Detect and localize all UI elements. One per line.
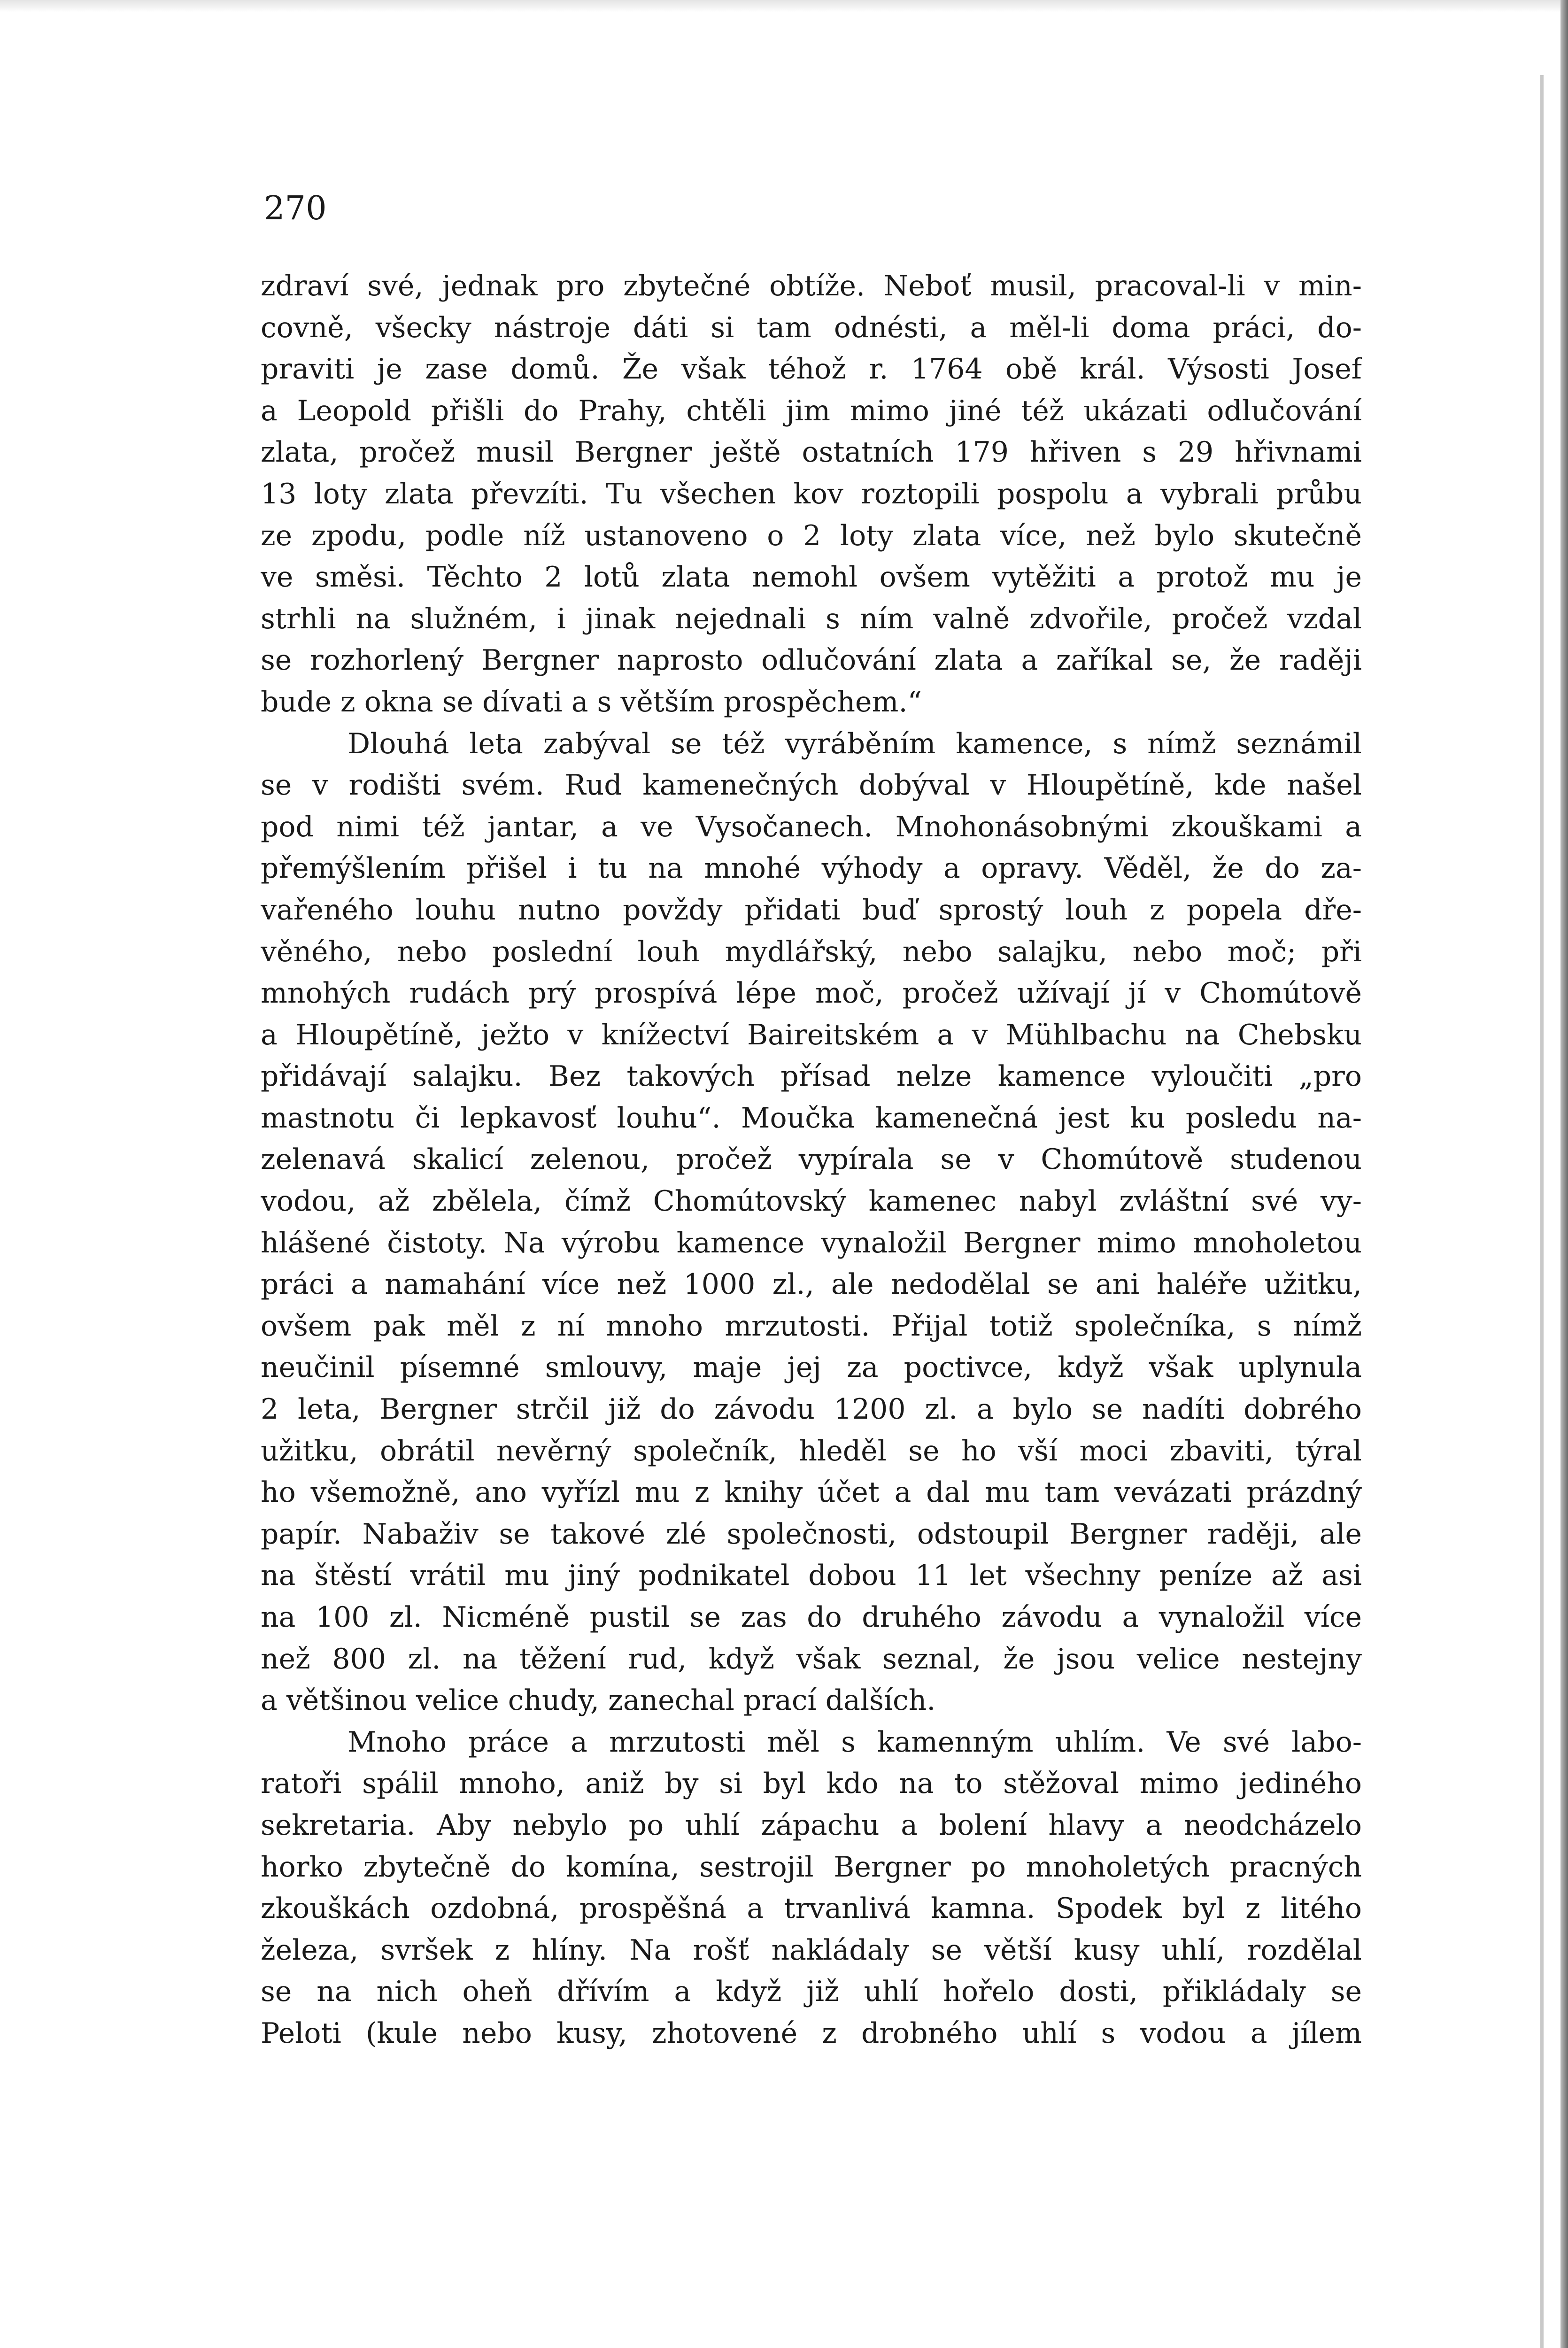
text-line: Mnoho práce a mrzutosti měl s kamenným uhlím. Ve své labo- xyxy=(348,1725,1362,1759)
text-line: zkouškách ozdobná, prospěšná a trvanlivá kamna. Spodek byl z litého xyxy=(261,1892,1362,1925)
paragraph-3 xyxy=(261,1722,1362,2054)
text-line: přidávají salajku. Bez takových přísad nelze kamence vyloučiti „pro xyxy=(261,1060,1362,1093)
text-line: Peloti (kule nebo kusy, zhotovené z drobného uhlí s vodou a jílem xyxy=(261,2016,1362,2050)
text-line: práci a namahání více než 1000 zl., ale nedodělal se ani haléře užitku, xyxy=(261,1268,1362,1301)
paragraph-1 xyxy=(261,265,1362,723)
text-line: vodou, až zbělela, čímž Chomútovský kamenec nabyl zvláštní své vy- xyxy=(261,1185,1362,1218)
text-line: covně, všecky nástroje dáti si tam odnésti, a měl-li doma práci, do- xyxy=(261,311,1362,344)
text-line: strhli na služném, i jinak nejednali s ním valně zdvořile, pročež vzdal xyxy=(261,602,1362,635)
text-line: ve směsi. Těchto 2 lotů zlata nemohl ovšem vytěžiti a protož mu je xyxy=(261,561,1362,594)
text-line: ze zpodu, podle níž ustanoveno o 2 loty zlata více, než bylo skutečně xyxy=(261,519,1362,552)
text-line: se v rodišti svém. Rud kamenečných dobýval v Hloupětíně, kde našel xyxy=(261,769,1362,802)
text-line: neučinil písemné smlouvy, maje jej za poctivce, když však uplynula xyxy=(261,1351,1362,1384)
text-line: praviti je zase domů. Že však téhož r. 1764 obě král. Výsosti Josef xyxy=(261,353,1362,386)
text-line: vařeného louhu nutno povždy přidati buď sprostý louh z popela dře- xyxy=(261,893,1362,927)
text-line: mastnotu či lepkavosť louhu“. Moučka kamenečná jest ku posledu na- xyxy=(261,1101,1362,1135)
text-line: a Hloupětíně, ježto v knížectví Baireitském a v Mühlbachu na Chebsku xyxy=(261,1018,1362,1051)
text-line: pod nimi též jantar, a ve Vysočanech. Mnohonásobnými zkouškami a xyxy=(261,810,1362,843)
text-line: železa, svršek z hlíny. Na rošť nakládaly se větší kusy uhlí, rozdělal xyxy=(261,1933,1362,1967)
text-line: zlata, pročež musil Bergner ještě ostatních 179 hřiven s 29 hřivnami xyxy=(261,436,1362,469)
text-line: užitku, obrátil nevěrný společník, hleděl se ho vší moci zbaviti, týral xyxy=(261,1434,1362,1468)
text-line: horko zbytečně do komína, sestrojil Bergner po mnoholetých pracných xyxy=(261,1850,1362,1884)
text-line: na 100 zl. Nicméně pustil se zas do druhého závodu a vynaložil více xyxy=(261,1601,1362,1634)
text-line: hlášené čistoty. Na výrobu kamence vynaložil Bergner mimo mnoholetou xyxy=(261,1226,1362,1259)
text-line: a Leopold přišli do Prahy, chtěli jim mimo jiné též ukázati odlučování xyxy=(261,394,1362,427)
text-line: věného, nebo poslední louh mydlářský, nebo salajku, nebo moč; při xyxy=(261,935,1362,968)
text-line: sekretaria. Aby nebylo po uhlí zápachu a bolení hlavy a neodcházelo xyxy=(261,1808,1362,1842)
paragraph-2 xyxy=(261,723,1362,1722)
text-line: papír. Nabaživ se takové zlé společnosti, odstoupil Bergner raději, ale xyxy=(261,1517,1362,1551)
scan-top-edge xyxy=(0,0,1568,12)
text-line: Dlouhá leta zabýval se též vyráběním kamence, s nímž seznámil xyxy=(348,727,1362,760)
text-line: a většinou velice chudy, zanechal prací dalších. xyxy=(261,1684,936,1717)
text-line: než 800 zl. na těžení rud, když však seznal, že jsou velice nestejny xyxy=(261,1642,1362,1676)
text-line: bude z okna se dívati a s větším prospěchem.“ xyxy=(261,685,922,718)
text-line: 2 leta, Bergner strčil již do závodu 1200 zl. a bylo se nadíti dobrého xyxy=(261,1393,1362,1426)
body-text xyxy=(261,265,1362,2054)
text-line: zdraví své, jednak pro zbytečné obtíže. Neboť musil, pracoval-li v min- xyxy=(261,270,1362,302)
text-line: 13 loty zlata převzíti. Tu všechen kov roztopili pospolu a vybrali průbu xyxy=(261,477,1362,510)
page-number: 270 xyxy=(264,189,327,227)
text-line: ovšem pak měl z ní mnoho mrzutosti. Přijal totiž společníka, s nímž xyxy=(261,1309,1362,1343)
text-line: zelenavá skalicí zelenou, pročež vypírala se v Chomútově studenou xyxy=(261,1143,1362,1176)
text-line: ratoři spálil mnoho, aniž by si byl kdo na to stěžoval mimo jediného xyxy=(261,1767,1362,1800)
scan-right-edge xyxy=(1560,0,1568,2348)
text-line: mnohých rudách prý prospívá lépe moč, pročež užívají jí v Chomútově xyxy=(261,977,1362,1010)
text-line: ho všemožně, ano vyřízl mu z knihy účet a dal mu tam vevázati prázdný xyxy=(261,1476,1362,1509)
text-line: se na nich oheň dřívím a když již uhlí hořelo dosti, přikládaly se xyxy=(261,1975,1362,2008)
text-line: se rozhorlený Bergner naprosto odlučování zlata a zaříkal se, že raději xyxy=(261,644,1362,677)
text-line: na štěstí vrátil mu jiný podnikatel dobou 11 let všechny peníze až asi xyxy=(261,1559,1362,1592)
text-line: přemýšlením přišel i tu na mnohé výhody a opravy. Věděl, že do za- xyxy=(261,852,1362,885)
scan-binding-line xyxy=(1540,75,1544,2348)
